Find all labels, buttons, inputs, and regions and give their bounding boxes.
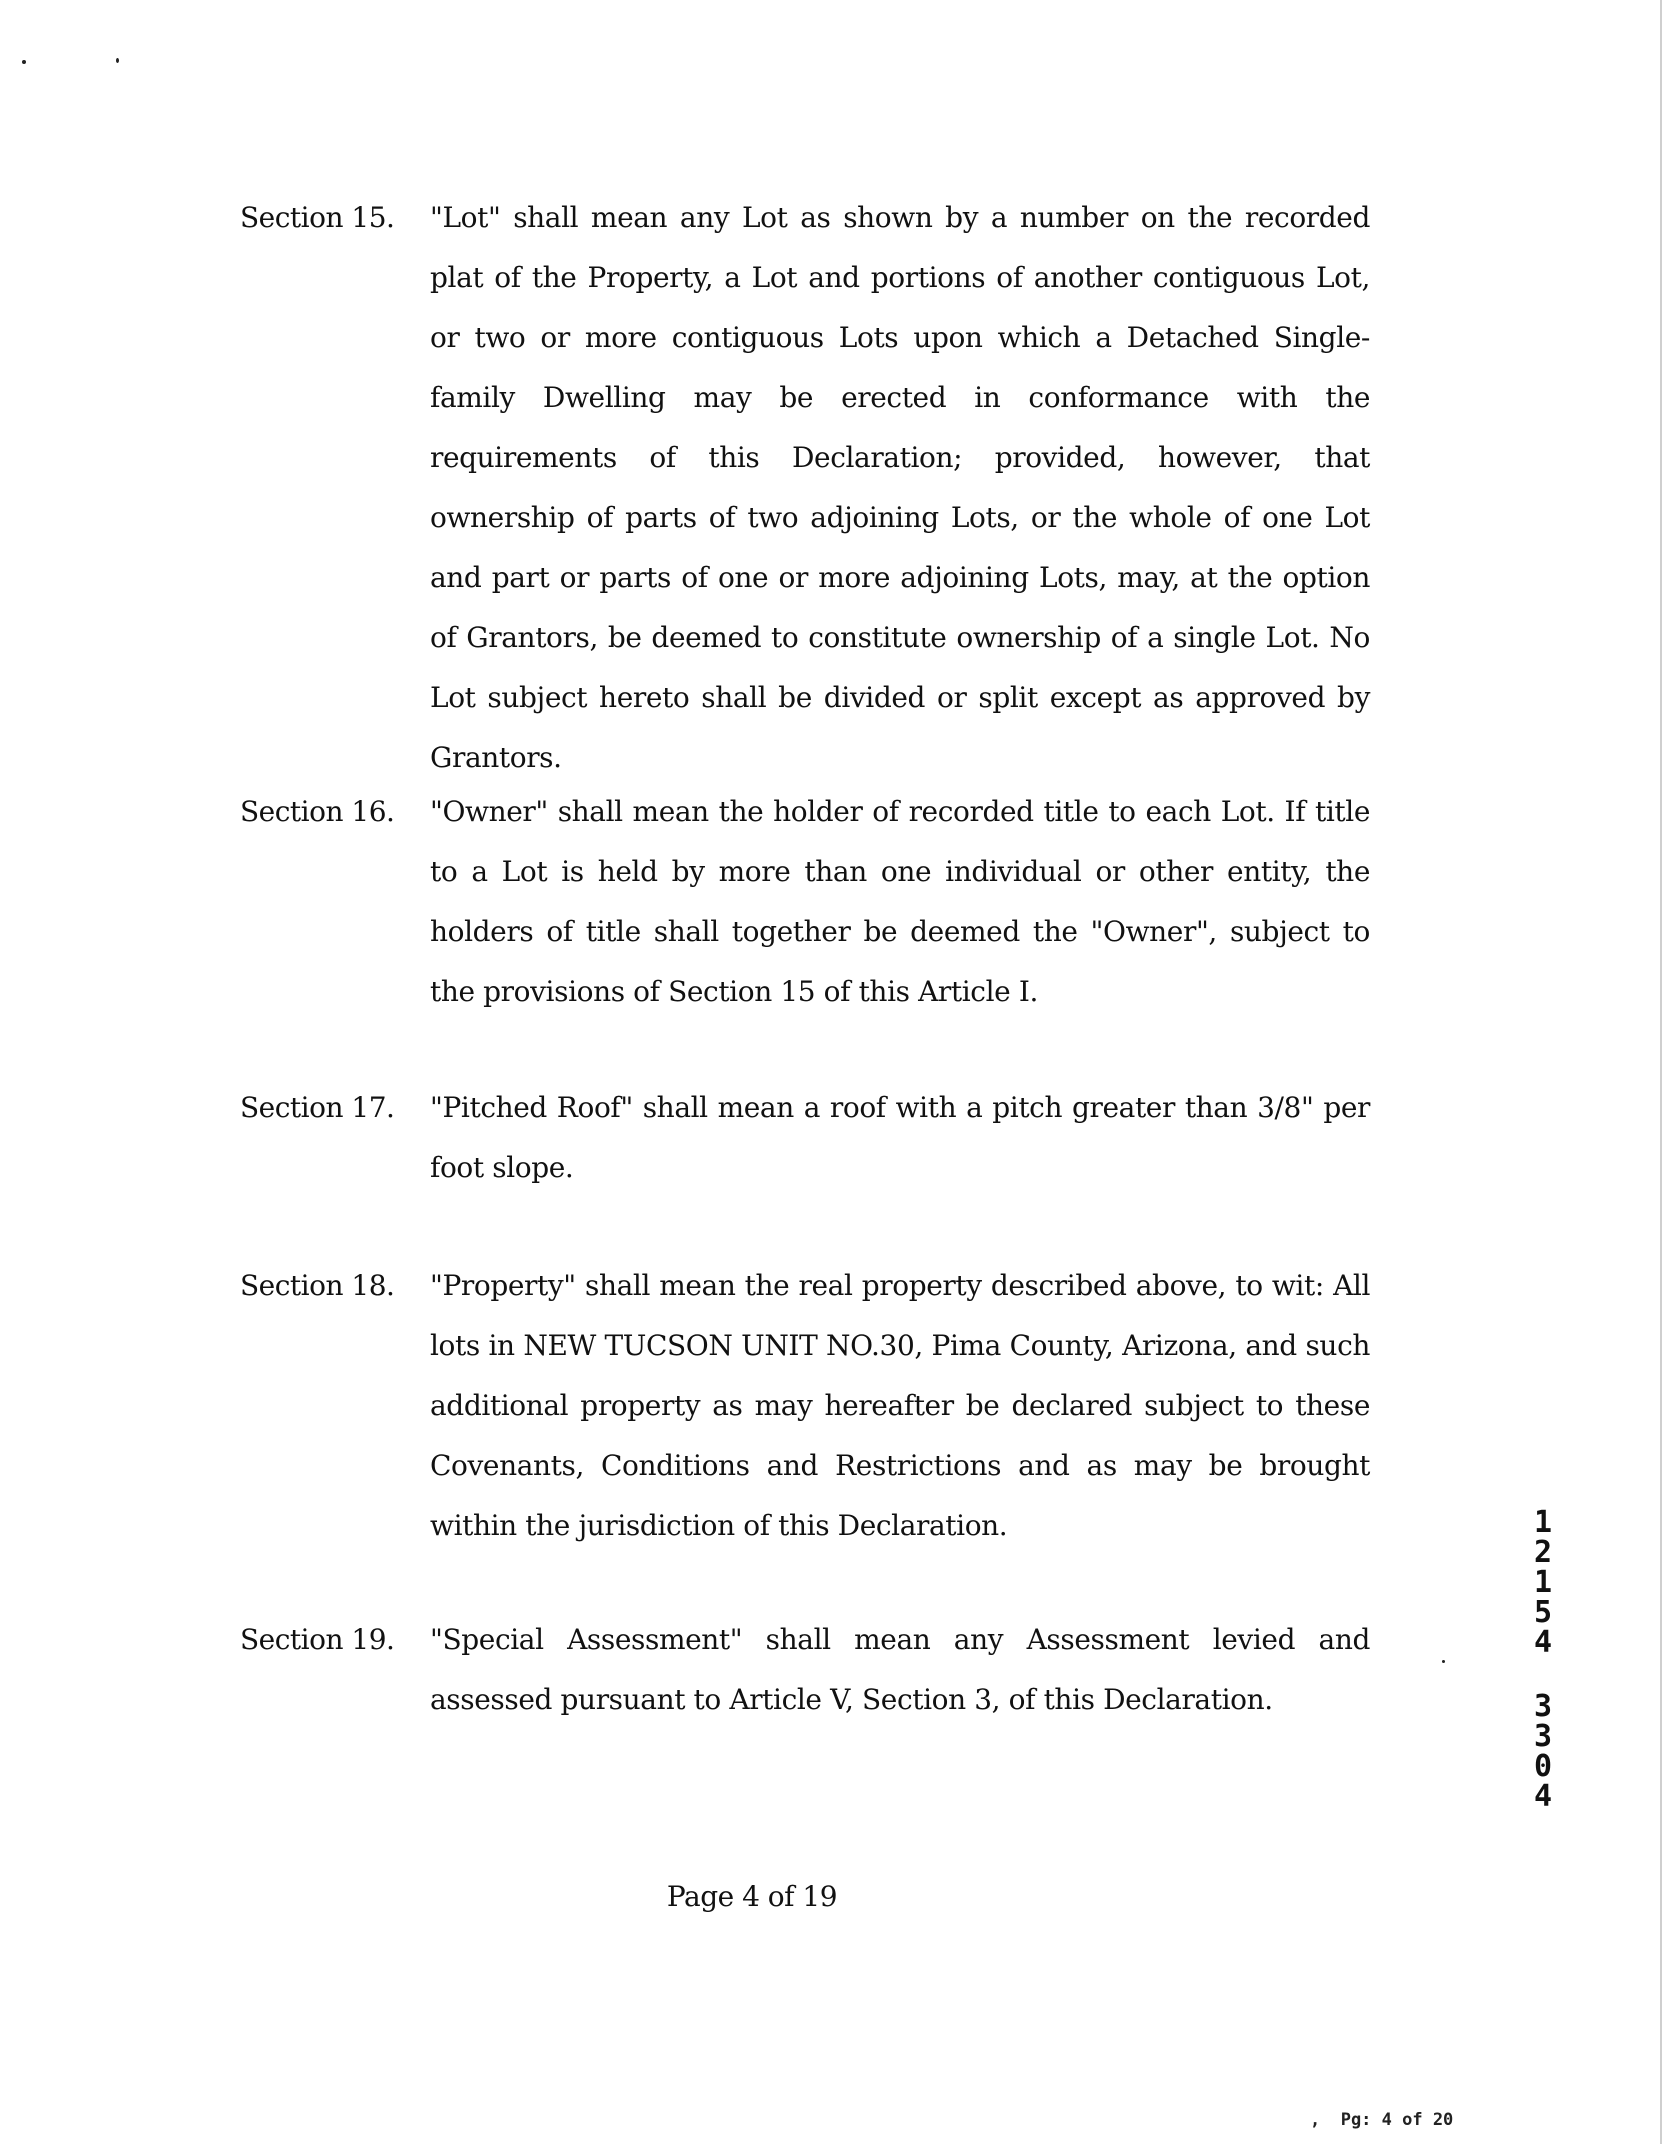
page-number: Page 4 of 19 [666,1880,838,1913]
scan-speck [22,60,26,64]
recording-stamp-number [1528,1505,1558,1814]
section-label: Section 15. [240,201,395,234]
stamp-digit: 4 [1533,1625,1553,1660]
stamp-digit: 0 [1533,1749,1553,1784]
section-text: "Owner" shall mean the holder of recorded title to each Lot. If title to a Lot is held by more than one individual or other entity, the holders of title shall together be deemed the "Owner", subject to the provisions of Section 15 of this Article I. [430,795,1370,1008]
stamp-digit: 2 [1533,1535,1553,1570]
stamp-digit: 4 [1533,1779,1553,1814]
stamp-gap [1528,1658,1558,1692]
stamp-digit: 3 [1533,1689,1553,1724]
stamp-digit: 3 [1533,1719,1553,1754]
stamp-digit: 1 [1533,1565,1553,1600]
section-text: "Special Assessment" shall mean any Assessment levied and assessed pursuant to Article V, Section 3, of this Declaration. [430,1623,1370,1716]
section-label: Section 16. [240,795,395,828]
section-text: "Pitched Roof" shall mean a roof with a pitch greater than 3/8" per foot slope. [430,1091,1370,1184]
scan-speck [116,58,119,63]
footer-page-count: , Pg: 4 of 20 [1310,2110,1454,2130]
section-text: "Property" shall mean the real property described above, to wit: All lots in NEW TUCSON UNIT NO.30, Pima County, Arizona, and such additional property as may hereafter be declared subject to these Covenants, Conditions and Restrictions and as may be brought within the jurisdiction of this Declaration. [430,1269,1370,1542]
section-text: "Lot" shall mean any Lot as shown by a number on the recorded plat of the Property, a Lot and portions of another contiguous Lot, or two or more contiguous Lots upon which a Detached Single-family Dwelling may be erected in conformance with the requirements of this Declaration; provided, however, that ownership of parts of two adjoining Lots, or the whole of one Lot and part or parts of one or more adjoining Lots, may, at the option of Grantors, be deemed to constitute ownership of a single Lot. No Lot subject hereto shall be divided or split except as approved by Grantors. [430,201,1370,774]
scan-edge-line [1660,0,1662,2144]
stamp-digit: 1 [1533,1505,1553,1540]
section-label: Section 18. [240,1269,395,1302]
stamp-digit: 5 [1533,1595,1553,1630]
section-label: Section 19. [240,1623,395,1656]
section-label: Section 17. [240,1091,395,1124]
scan-speck [1442,1660,1445,1663]
